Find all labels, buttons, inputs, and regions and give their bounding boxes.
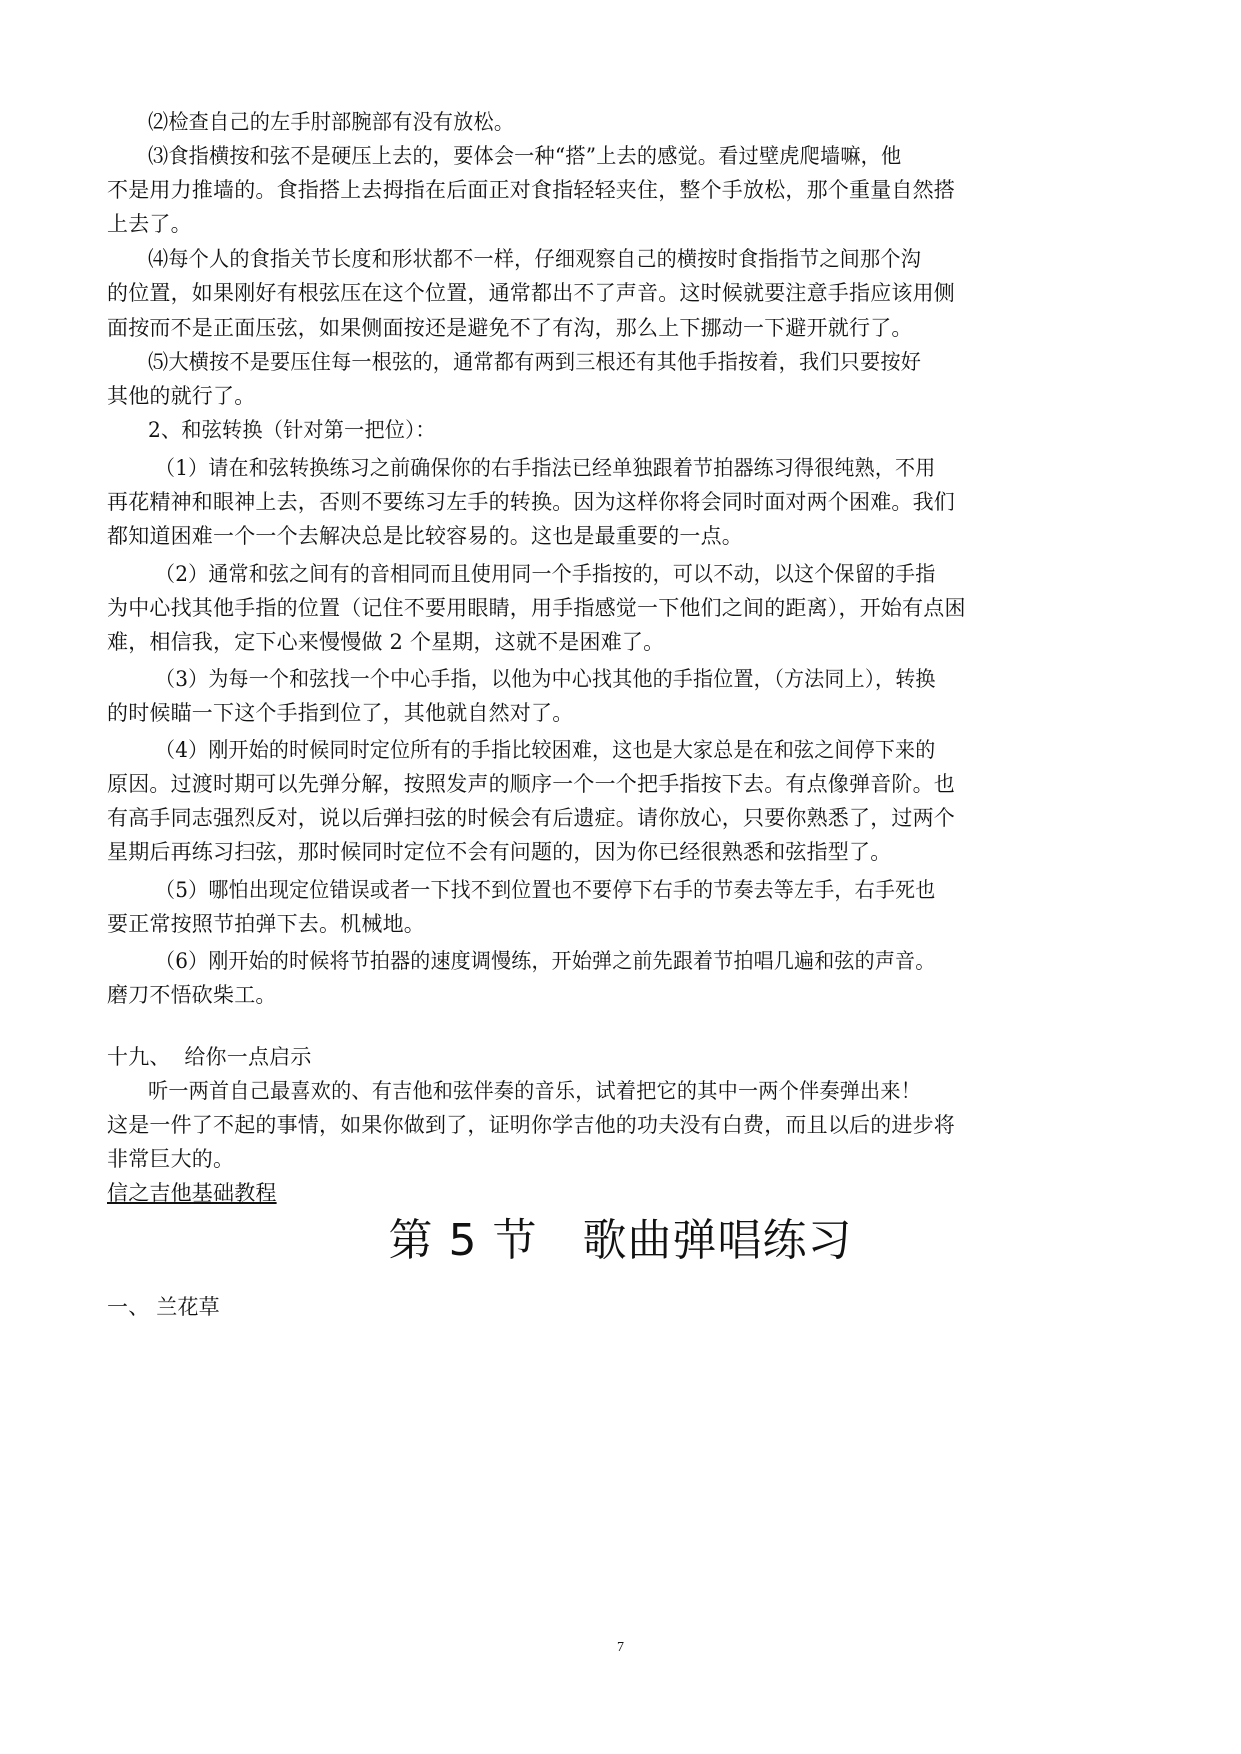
paragraph-line: ⑷每个人的食指关节长度和形状都不一样，仔细观察自己的横按时食指指节之间那个沟 [148,247,922,271]
paragraph-line: （6）刚开始的时候将节拍器的速度调慢练，开始弹之前先跟着节拍唱几遍和弦的声音。 [155,949,936,973]
paragraph-line: 其他的就行了。 [107,384,256,408]
subheading-chord-change: 2、和弦转换（针对第一把位）： [148,418,436,442]
paragraph-line: 听一两首自己最喜欢的、有吉他和弦伴奏的音乐，试着把它的其中一两个伴奏弹出来！ [148,1079,922,1103]
paragraph-line: 要正常按照节拍弹下去。机械地。 [107,912,425,936]
section-heading: 十九、 给你一点启示 [107,1045,312,1069]
paragraph-line: ⑶食指横按和弦不是硬压上去的，要体会一种“搭”上去的感觉。看过壁虎爬墙嘛，他 [148,144,902,168]
paragraph-line: 的位置，如果刚好有根弦压在这个位置，通常都出不了声音。这时候就要注意手指应该用侧 [107,281,955,305]
paragraph-line: （5）哪怕出现定位错误或者一下找不到位置也不要停下右手的节奏去等左手，右手死也 [155,878,936,902]
paragraph-line: 难，相信我，定下心来慢慢做 2 个星期，这就不是困难了。 [107,630,665,654]
paragraph-line: ⑸大横按不是要压住每一根弦的，通常都有两到三根还有其他手指按着，我们只要按好 [148,350,922,374]
paragraph-line: 这是一件了不起的事情，如果你做到了，证明你学吉他的功夫没有白费，而且以后的进步将 [107,1113,955,1137]
paragraph-line: 非常巨大的。 [107,1147,235,1171]
paragraph-line: （3）为每一个和弦找一个中心手指，以他为中心找其他的手指位置，（方法同上），转换 [155,667,936,691]
paragraph-line: 磨刀不悟砍柴工。 [107,983,277,1007]
book-title-link[interactable]: 信之吉他基础教程 [107,1181,277,1205]
paragraph-line: 有高手同志强烈反对，说以后弹扫弦的时候会有后遗症。请你放心，只要你熟悉了，过两个 [107,806,955,830]
paragraph-line: （4）刚开始的时候同时定位所有的手指比较困难，这也是大家总是在和弦之间停下来的 [155,738,936,762]
paragraph-line: 面按而不是正面压弦，如果侧面按还是避免不了有沟，那么上下挪动一下避开就行了。 [107,316,913,340]
paragraph-line: 上去了。 [107,212,192,236]
paragraph-line: （1）请在和弦转换练习之前确保你的右手指法已经单独跟着节拍器练习得很纯熟，不用 [155,456,936,480]
paragraph-line: 不是用力推墙的。食指搭上去拇指在后面正对食指轻轻夹住，整个手放松，那个重量自然搭 [107,178,955,202]
paragraph-line: 为中心找其他手指的位置（记住不要用眼睛，用手指感觉一下他们之间的距离），开始有点困 [107,596,966,620]
paragraph-line: （2）通常和弦之间有的音相同而且使用同一个手指按的，可以不动，以这个保留的手指 [155,562,936,586]
chapter-title: 第 5 节 歌曲弹唱练习 [388,1215,853,1266]
paragraph-line: 都知道困难一个一个去解决总是比较容易的。这也是最重要的一点。 [107,524,743,548]
paragraph-line: 原因。过渡时期可以先弹分解，按照发声的顺序一个一个把手指按下去。有点像弹音阶。也 [107,772,955,796]
paragraph-line: ⑵检查自己的左手肘部腕部有没有放松。 [148,110,515,134]
paragraph-line: 再花精神和眼神上去，否则不要练习左手的转换。因为这样你将会同时面对两个困难。我们 [107,490,955,514]
paragraph-line: 星期后再练习扫弦，那时候同时定位不会有问题的，因为你已经很熟悉和弦指型了。 [107,840,892,864]
paragraph-line: 的时候瞄一下这个手指到位了，其他就自然对了。 [107,701,574,725]
subsection-heading: 一、 兰花草 [107,1295,220,1319]
page-number: 7 [617,1640,624,1655]
